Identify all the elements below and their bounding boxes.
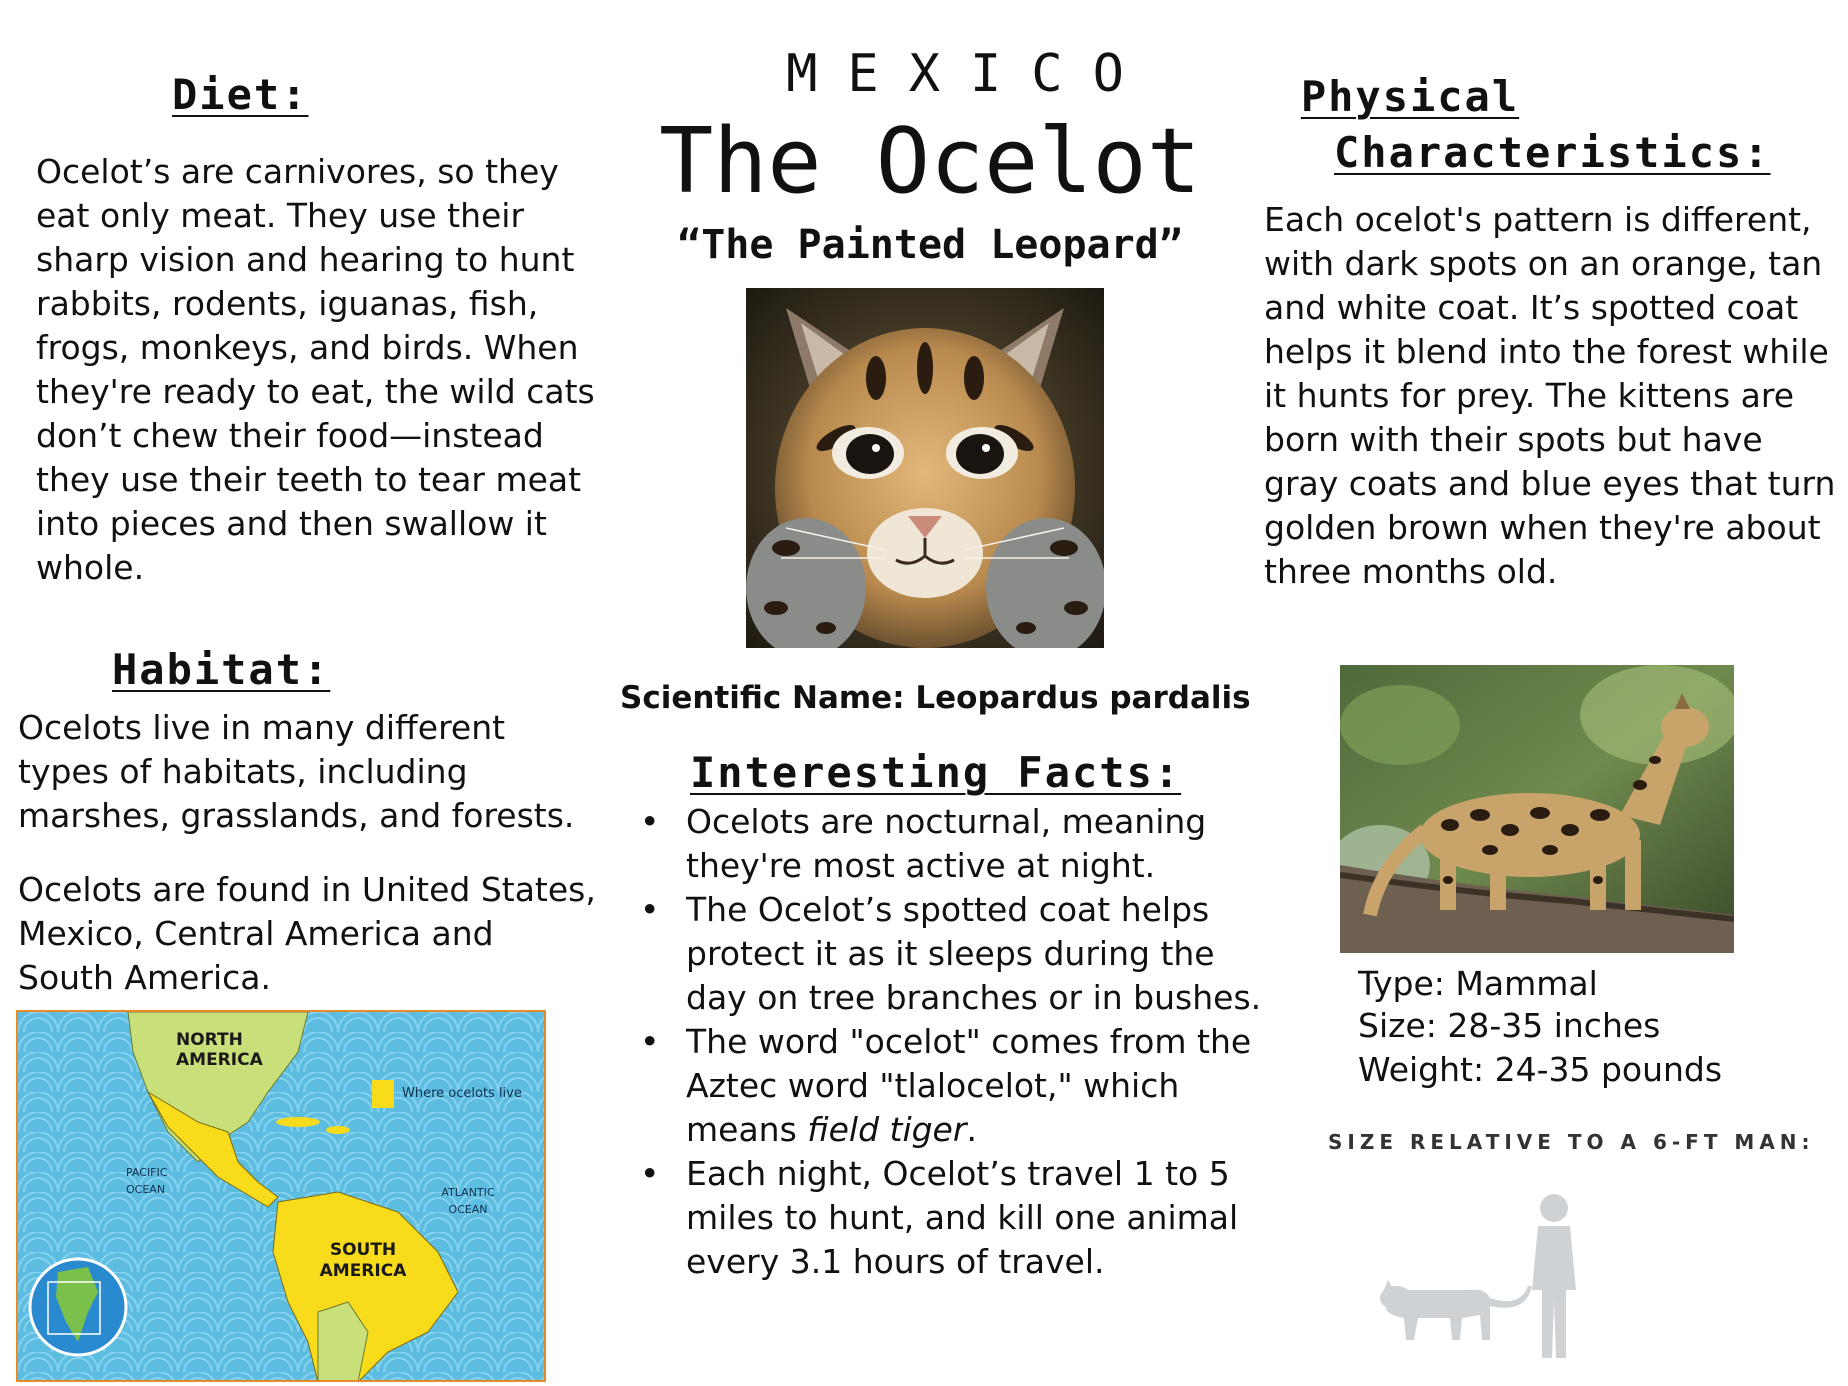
- page-title: The Ocelot: [659, 109, 1201, 214]
- facts-heading: Interesting Facts:: [690, 748, 1182, 797]
- ocelot-face-photo: [746, 288, 1104, 648]
- habitat-heading: Habitat:: [112, 645, 331, 694]
- page-subtitle: “The Painted Leopard”: [677, 222, 1183, 268]
- physical-heading-line2: Characteristics:: [1334, 128, 1771, 177]
- fact-item: • Ocelots are nocturnal, meaning they're most active at night.: [640, 802, 1207, 885]
- diet-text: Ocelot’s are carnivores, so they eat only meat. They use their sharp vision and hearing to hunt rabbits, rodents, iguanas, fish, frogs, monkeys, and birds. When they're ready to eat, the wild cats don’t chew their food—instead they use their teeth to tear meat into pieces and then swallow it whole.: [36, 152, 595, 587]
- physical-heading-line1: Physical: [1300, 72, 1520, 121]
- fact-item: • The Ocelot’s spotted coat helps protect it as it sleeps during the day on tree branches or in bushes.: [640, 890, 1262, 1017]
- physical-text: Each ocelot's pattern is different, with dark spots on an orange, tan and white coat. It’s spotted coat helps it blend into the forest while it hunts for prey. The kittens are born with their spots but have gray coats and blue eyes that turn golden brown when they're about three months old.: [1264, 200, 1836, 591]
- habitat-text-range: Ocelots are found in United States, Mexico, Central America and South America.: [18, 870, 596, 997]
- ocelot-standing-photo: [1340, 665, 1734, 953]
- facts-list: [628, 800, 1268, 1284]
- fact-item: • Each night, Ocelot’s travel 1 to 5 miles to hunt, and kill one animal every 3.1 hours of travel.: [640, 1154, 1239, 1281]
- size-relative-label: SIZE RELATIVE TO A 6-FT MAN:: [1328, 1130, 1815, 1154]
- country-label: MEXICO: [786, 44, 1154, 104]
- stat-type: Type: Mammal: [1358, 964, 1598, 1003]
- scientific-name: Scientific Name: Leopardus pardalis: [620, 680, 1251, 716]
- map-label-south-america: SOUTH AMERICA: [319, 1240, 407, 1281]
- map-legend-label: Where ocelots live: [402, 1086, 522, 1101]
- map-label-atlantic: ATLANTIC OCEAN: [441, 1186, 495, 1216]
- map-label-north-america: NORTH AMERICA: [176, 1030, 263, 1070]
- stat-size: Size: 28-35 inches: [1358, 1006, 1661, 1045]
- fact-item: • The word "ocelot" comes from the Aztec word "tlalocelot," which means field tiger.: [640, 1022, 1252, 1149]
- stat-weight: Weight: 24-35 pounds: [1358, 1050, 1723, 1089]
- size-comparison-silhouette: [1370, 1190, 1610, 1360]
- diet-heading: Diet:: [172, 70, 309, 119]
- map-label-pacific: PACIFIC OCEAN: [126, 1166, 168, 1196]
- range-map: [16, 1010, 546, 1382]
- habitat-text-types: Ocelots live in many different types of habitats, including marshes, grasslands, and forests.: [18, 708, 575, 835]
